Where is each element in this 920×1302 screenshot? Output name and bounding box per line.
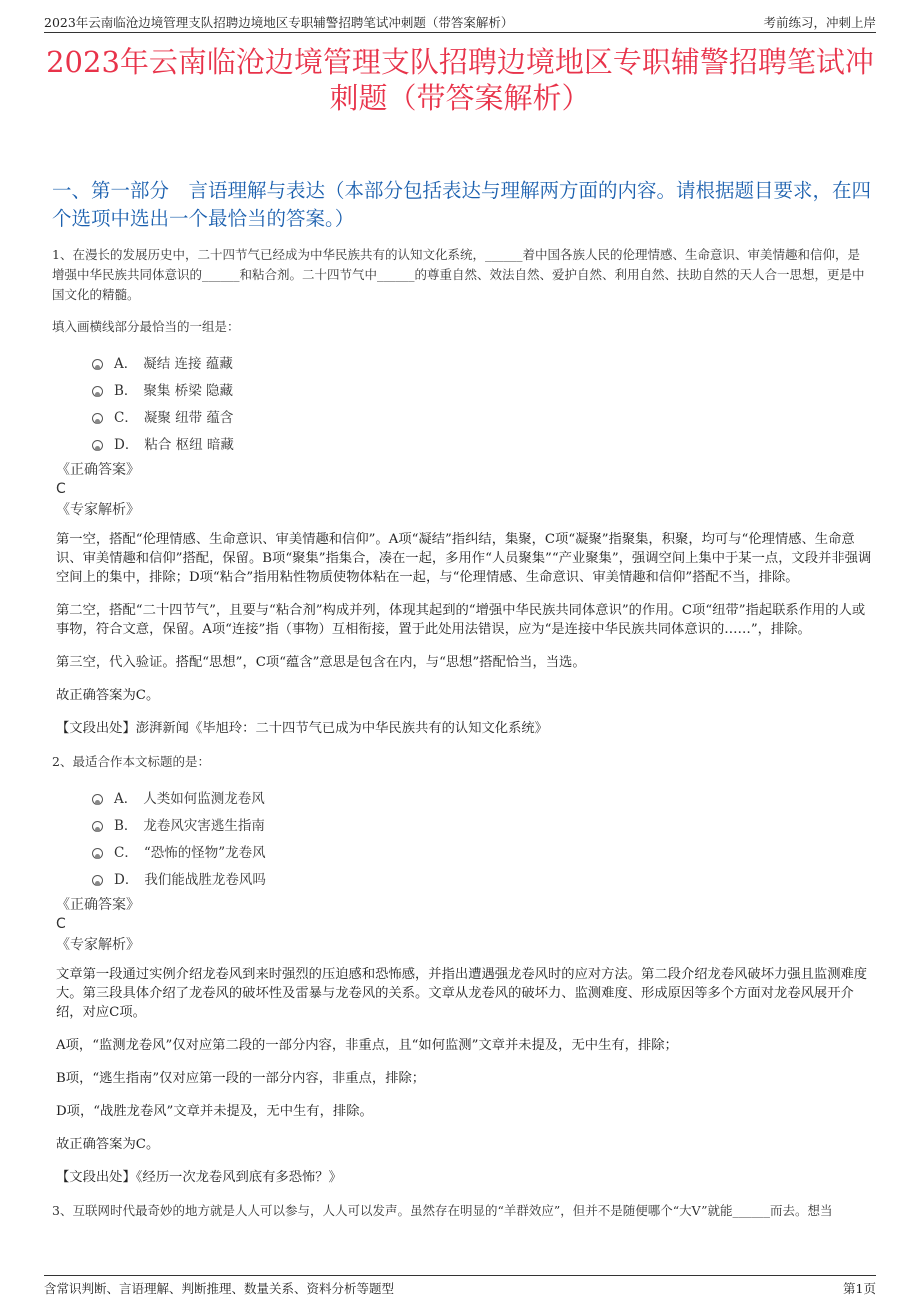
option-b[interactable]: B． 聚集 桥梁 隐藏 — [92, 378, 872, 405]
analysis-paragraph: 第二空，搭配“二十四节气”，且要与“粘合剂”构成并列，体现其起到的“增强中华民族共同体意识”的作用。C项“纽带”指起联系作用的人或事物，符合文意，保留。A项“连接”指（事物）互相衔接，置于此处用法错误，应为“是连接中华民族共同体意识的……”，排除。 — [56, 603, 866, 637]
option-c[interactable]: C． 凝聚 纽带 蕴含 — [92, 405, 872, 432]
radio-icon[interactable] — [92, 386, 103, 397]
answer-value: C — [56, 916, 66, 932]
analysis-paragraph: 第三空，代入验证。搭配“思想”，C项“蕴含”意思是包含在内，与“思想”搭配恰当，当选。 — [56, 655, 586, 670]
analysis-label: 《专家解析》 — [56, 502, 140, 518]
question-content — [52, 245, 872, 1221]
answer-label: 《正确答案》 — [56, 462, 140, 478]
radio-icon[interactable] — [92, 794, 103, 805]
question-3-stem: 3、互联网时代最奇妙的地方就是人人可以参与，人人可以发声。虽然存在明显的“羊群效应”，但并不是随便哪个“大V”就能______而去。想当 — [52, 1203, 833, 1218]
page-footer — [44, 1275, 876, 1296]
analysis-paragraph: 第一空，搭配“伦理情感、生命意识、审美情趣和信仰”。A项“凝结”指纠结，集聚，C项“凝聚”指聚集，积聚，均可与“伦理情感、生命意识、审美情趣和信仰”搭配，保留。B项“聚集”指集合，凑在一起，多用作“人员聚集”“产业聚集”，强调空间上集中于某一点，文段并非强调空间上的集中，排除；D项“粘合”指用粘性物质使物体粘在一起，与“伦理情感、生命意识、审美情趣和信仰”搭配不当，排除。 — [56, 532, 872, 585]
analysis-source: 【文段出处】《经历一次龙卷风到底有多恐怖？》 — [56, 1170, 342, 1185]
header-doc-title: 2023年云南临沧边境管理支队招聘边境地区专职辅警招聘笔试冲刺题（带答案解析） — [44, 15, 514, 30]
analysis-paragraph: 故正确答案为C。 — [56, 688, 160, 703]
question-1-options — [52, 351, 872, 459]
footer-question-types: 含常识判断、言语理解、判断推理、数量关系、资料分析等题型 — [44, 1281, 395, 1296]
radio-icon[interactable] — [92, 440, 103, 451]
page-number: 第1页 — [843, 1281, 876, 1296]
option-c[interactable]: C． “恐怖的怪物”龙卷风 — [92, 840, 872, 867]
question-2-options — [52, 786, 872, 894]
analysis-paragraph: D项，“战胜龙卷风”文章并未提及，无中生有，排除。 — [56, 1104, 373, 1119]
question-1-analysis — [56, 530, 872, 738]
option-d[interactable]: D． 我们能战胜龙卷风吗 — [92, 867, 872, 894]
question-1-stem: 1、在漫长的发展历史中，二十四节气已经成为中华民族共有的认知文化系统，______着中国各族人民的伦理情感、生命意识、审美情趣和信仰，是增强中华民族共同体意识的______和粘合剂。二十四节气中______的尊重自然、效法自然、爱护自然、利用自然、扶助自然的天人合一思想，更是中国文化的精髓。 — [52, 247, 865, 302]
analysis-paragraph: 文章第一段通过实例介绍龙卷风到来时强烈的压迫感和恐怖感，并指出遭遇强龙卷风时的应对方法。第二段介绍龙卷风破坏力强且监测难度大。第三段具体介绍了龙卷风的破坏性及雷暴与龙卷风的关系。文章从龙卷风的破坏力、监测难度、形成原因等多个方面对龙卷风展开介绍，对应C项。 — [56, 967, 868, 1020]
analysis-paragraph: 故正确答案为C。 — [56, 1137, 160, 1152]
analysis-paragraph: A项，“监测龙卷风”仅对应第二段的一部分内容，非重点，且“如何监测”文章并未提及，无中生有，排除； — [56, 1038, 678, 1053]
radio-icon[interactable] — [92, 821, 103, 832]
analysis-paragraph: B项，“逃生指南”仅对应第一段的一部分内容，非重点，排除； — [56, 1071, 426, 1086]
radio-icon[interactable] — [92, 875, 103, 886]
option-a[interactable]: A． 人类如何监测龙卷风 — [92, 786, 872, 813]
option-a[interactable]: A． 凝结 连接 蕴藏 — [92, 351, 872, 378]
header-slogan: 考前练习，冲刺上岸 — [763, 15, 876, 30]
analysis-label: 《专家解析》 — [56, 937, 140, 953]
page-header — [44, 10, 876, 33]
radio-icon[interactable] — [92, 848, 103, 859]
question-2-analysis — [56, 965, 872, 1187]
answer-value: C — [56, 481, 66, 497]
document-title: 2023年云南临沧边境管理支队招聘边境地区专职辅警招聘笔试冲刺题（带答案解析） — [46, 45, 874, 115]
section-heading: 一、第一部分 言语理解与表达（本部分包括表达与理解两方面的内容。请根据题目要求，在四个选项中选出一个最恰当的答案。） — [52, 179, 872, 230]
radio-icon[interactable] — [92, 359, 103, 370]
radio-icon[interactable] — [92, 413, 103, 424]
option-d[interactable]: D． 粘合 枢纽 暗藏 — [92, 432, 872, 459]
question-2-stem: 2、最适合作本文标题的是： — [52, 754, 210, 769]
answer-label: 《正确答案》 — [56, 897, 140, 913]
question-1-prompt: 填入画横线部分最恰当的一组是： — [52, 319, 240, 334]
analysis-source: 【文段出处】澎湃新闻《毕旭玲：二十四节气已成为中华民族共有的认知文化系统》 — [56, 721, 548, 736]
option-b[interactable]: B． 龙卷风灾害逃生指南 — [92, 813, 872, 840]
